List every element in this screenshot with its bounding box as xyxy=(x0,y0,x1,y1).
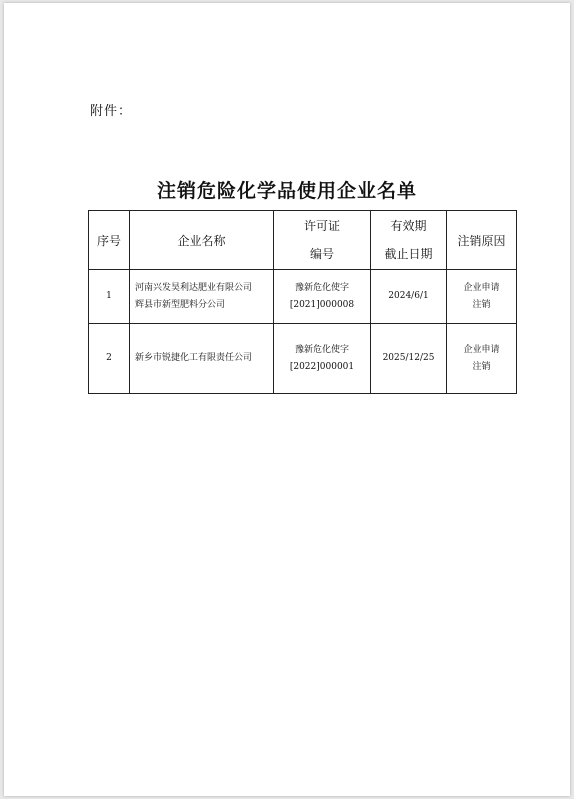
attachment-label: 附件： xyxy=(90,104,133,119)
table-header-row xyxy=(89,211,517,270)
header-validity-line1: 有效期 xyxy=(390,219,427,233)
document-title: 注销危险化学品使用企业名单 xyxy=(156,180,417,202)
header-license-line2: 编号 xyxy=(309,247,334,261)
table-row xyxy=(89,270,517,324)
reason-line1: 企业申请 xyxy=(463,282,500,293)
cell-license xyxy=(274,324,371,394)
cell-reason xyxy=(447,324,517,394)
reason-line2: 注销 xyxy=(472,361,491,372)
deregistration-table xyxy=(88,210,517,394)
cell-company xyxy=(130,270,274,324)
cell-reason xyxy=(447,270,517,324)
company-name-line1: 新乡市锐捷化工有限责任公司 xyxy=(135,353,253,363)
reason-line1: 企业申请 xyxy=(463,344,500,355)
cell-expiry: 2024/6/1 xyxy=(371,270,447,324)
license-line2: [2022]000001 xyxy=(289,361,355,372)
company-name-line2: 辉县市新型肥料分公司 xyxy=(135,299,226,310)
header-reason: 注销原因 xyxy=(447,211,517,270)
reason-line2: 注销 xyxy=(472,299,491,310)
header-validity-line2: 截止日期 xyxy=(384,247,433,261)
license-line1: 豫新危化使字 xyxy=(294,282,349,293)
company-name-line1: 河南兴发昊利达肥业有限公司 xyxy=(135,282,253,293)
license-line2: [2021]000008 xyxy=(289,299,355,310)
cell-license xyxy=(274,270,371,324)
header-license xyxy=(274,211,371,270)
cell-seq: 2 xyxy=(89,324,130,394)
cell-company xyxy=(130,324,274,394)
header-company: 企业名称 xyxy=(130,211,274,270)
license-line1: 豫新危化使字 xyxy=(294,344,349,355)
table-row xyxy=(89,324,517,394)
cell-seq: 1 xyxy=(89,270,130,324)
header-seq: 序号 xyxy=(89,211,130,270)
header-validity xyxy=(371,211,447,270)
header-license-line1: 许可证 xyxy=(303,219,340,233)
cell-expiry: 2025/12/25 xyxy=(371,324,447,394)
document-page xyxy=(4,3,570,796)
